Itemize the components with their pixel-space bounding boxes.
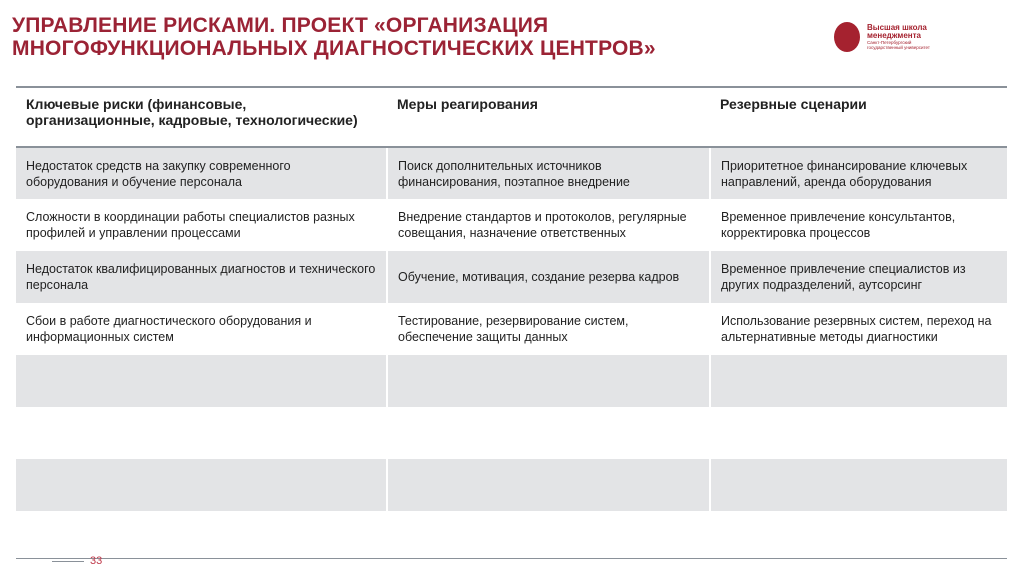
table-row <box>16 199 1007 251</box>
title-line-2: МНОГОФУНКЦИОНАЛЬНЫХ ДИАГНОСТИЧЕСКИХ ЦЕНТРОВ» <box>12 37 656 60</box>
scenario-cell <box>710 407 1007 459</box>
header-scenarios: Резервные сценарии <box>710 87 1007 147</box>
header-measures: Меры реагирования <box>387 87 710 147</box>
risk-cell: Недостаток средств на закупку современного оборудования и обучение персонала <box>16 147 387 199</box>
risk-cell <box>16 355 387 407</box>
risk-cell: Недостаток квалифицированных диагностов и технического персонала <box>16 251 387 303</box>
measure-cell <box>387 459 710 511</box>
gsom-logo <box>834 22 930 52</box>
header-risks: Ключевые риски (финансовые, организационные, кадровые, технологические) <box>16 87 387 147</box>
table-row <box>16 459 1007 511</box>
logo-name-2: менеджмента <box>867 31 921 40</box>
scenario-cell: Временное привлечение консультантов, корректировка процессов <box>710 199 1007 251</box>
measure-cell: Обучение, мотивация, создание резерва кадров <box>387 251 710 303</box>
measure-cell: Поиск дополнительных источников финансирования, поэтапное внедрение <box>387 147 710 199</box>
scenario-cell: Временное привлечение специалистов из других подразделений, аутсорсинг <box>710 251 1007 303</box>
title-line-1: УПРАВЛЕНИЕ РИСКАМИ. ПРОЕКТ «ОРГАНИЗАЦИЯ <box>12 14 549 37</box>
table-row <box>16 303 1007 355</box>
scenario-cell: Использование резервных систем, переход на альтернативные методы диагностики <box>710 303 1007 355</box>
measure-cell <box>387 407 710 459</box>
scenario-cell <box>710 459 1007 511</box>
scenario-cell: Приоритетное финансирование ключевых направлений, аренда оборудования <box>710 147 1007 199</box>
measure-cell: Внедрение стандартов и протоколов, регулярные совещания, назначение ответственных <box>387 199 710 251</box>
risk-cell <box>16 459 387 511</box>
risk-cell: Сбои в работе диагностического оборудования и информационных систем <box>16 303 387 355</box>
scenario-cell <box>710 355 1007 407</box>
risk-cell <box>16 407 387 459</box>
risk-cell: Сложности в координации работы специалистов разных профилей и управлении процессами <box>16 199 387 251</box>
table-row <box>16 355 1007 407</box>
measure-cell <box>387 355 710 407</box>
table-row <box>16 251 1007 303</box>
measure-cell: Тестирование, резервирование систем, обеспечение защиты данных <box>387 303 710 355</box>
logo-name-1: Высшая школа <box>867 23 927 32</box>
footer-divider <box>16 558 1007 559</box>
page-number: 33 <box>90 555 103 567</box>
slide-title <box>12 14 656 60</box>
footer-accent-line <box>52 561 84 562</box>
logo-sub-2: государственный университет <box>867 45 930 50</box>
table-row <box>16 147 1007 199</box>
table-header <box>16 87 1007 147</box>
seal-icon <box>834 22 860 52</box>
logo-sub-1: Санкт-Петербургский <box>867 40 912 45</box>
risk-table <box>16 86 1007 511</box>
table-row <box>16 407 1007 459</box>
